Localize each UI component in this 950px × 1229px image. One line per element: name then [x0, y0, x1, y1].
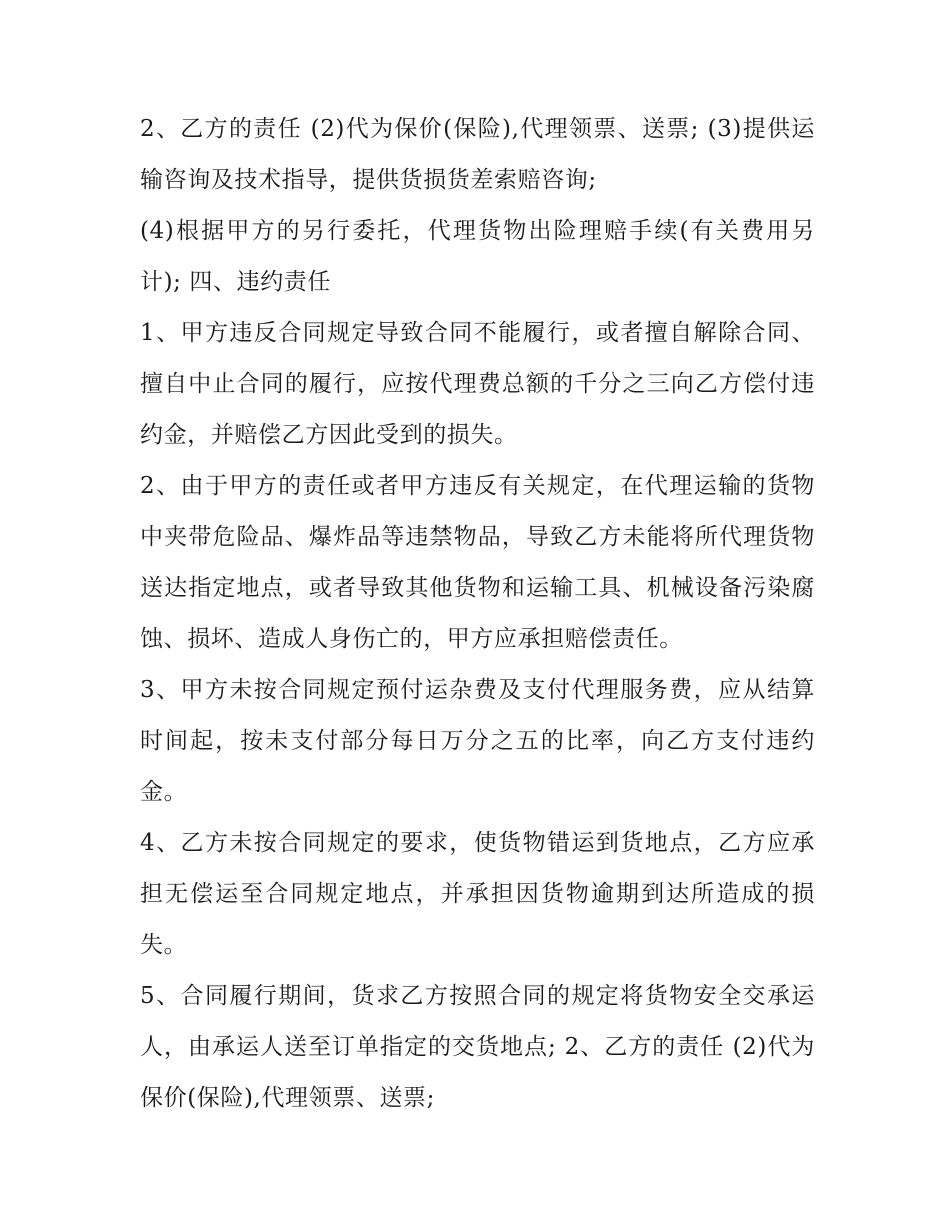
paragraph-liability-4: 4、乙方未按合同规定的要求，使货物错运到货地点，乙方应承担无偿运至合同规定地点，并承担因货物逾期到达所造成的损失。: [140, 830, 815, 958]
paragraph-liability-3: 3、甲方未按合同规定预付运杂费及支付代理服务费，应从结算时间起，按未支付部分每日万分之五的比率，向乙方支付违约金。: [140, 677, 815, 805]
paragraph-liability-1: 1、甲方违反合同规定导致合同不能履行，或者擅自解除合同、擅自中止合同的履行，应按代理费总额的千分之三向乙方偿付违约金，并赔偿乙方因此受到的损失。: [140, 320, 815, 448]
paragraph-party-b-duties: 2、乙方的责任 (2)代为保价(保险),代理领票、送票; (3)提供运输咨询及技术指导，提供货损货差索赔咨询;: [140, 116, 815, 193]
paragraph-liability-5: 5、合同履行期间，货求乙方按照合同的规定将货物安全交承运人，由承运人送至订单指定的交货地点; 2、乙方的责任 (2)代为保价(保险),代理领票、送票;: [140, 983, 815, 1111]
paragraph-liability-2: 2、由于甲方的责任或者甲方违反有关规定，在代理运输的货物中夹带危险品、爆炸品等违禁物品，导致乙方未能将所代理货物送达指定地点，或者导致其他货物和运输工具、机械设备污染腐蚀、损坏、造成人身伤亡的，甲方应承担赔偿责任。: [140, 473, 815, 652]
document-body: [140, 104, 815, 1124]
paragraph-claims-and-liability-heading: (4)根据甲方的另行委托，代理货物出险理赔手续(有关费用另计); 四、违约责任: [140, 218, 815, 295]
